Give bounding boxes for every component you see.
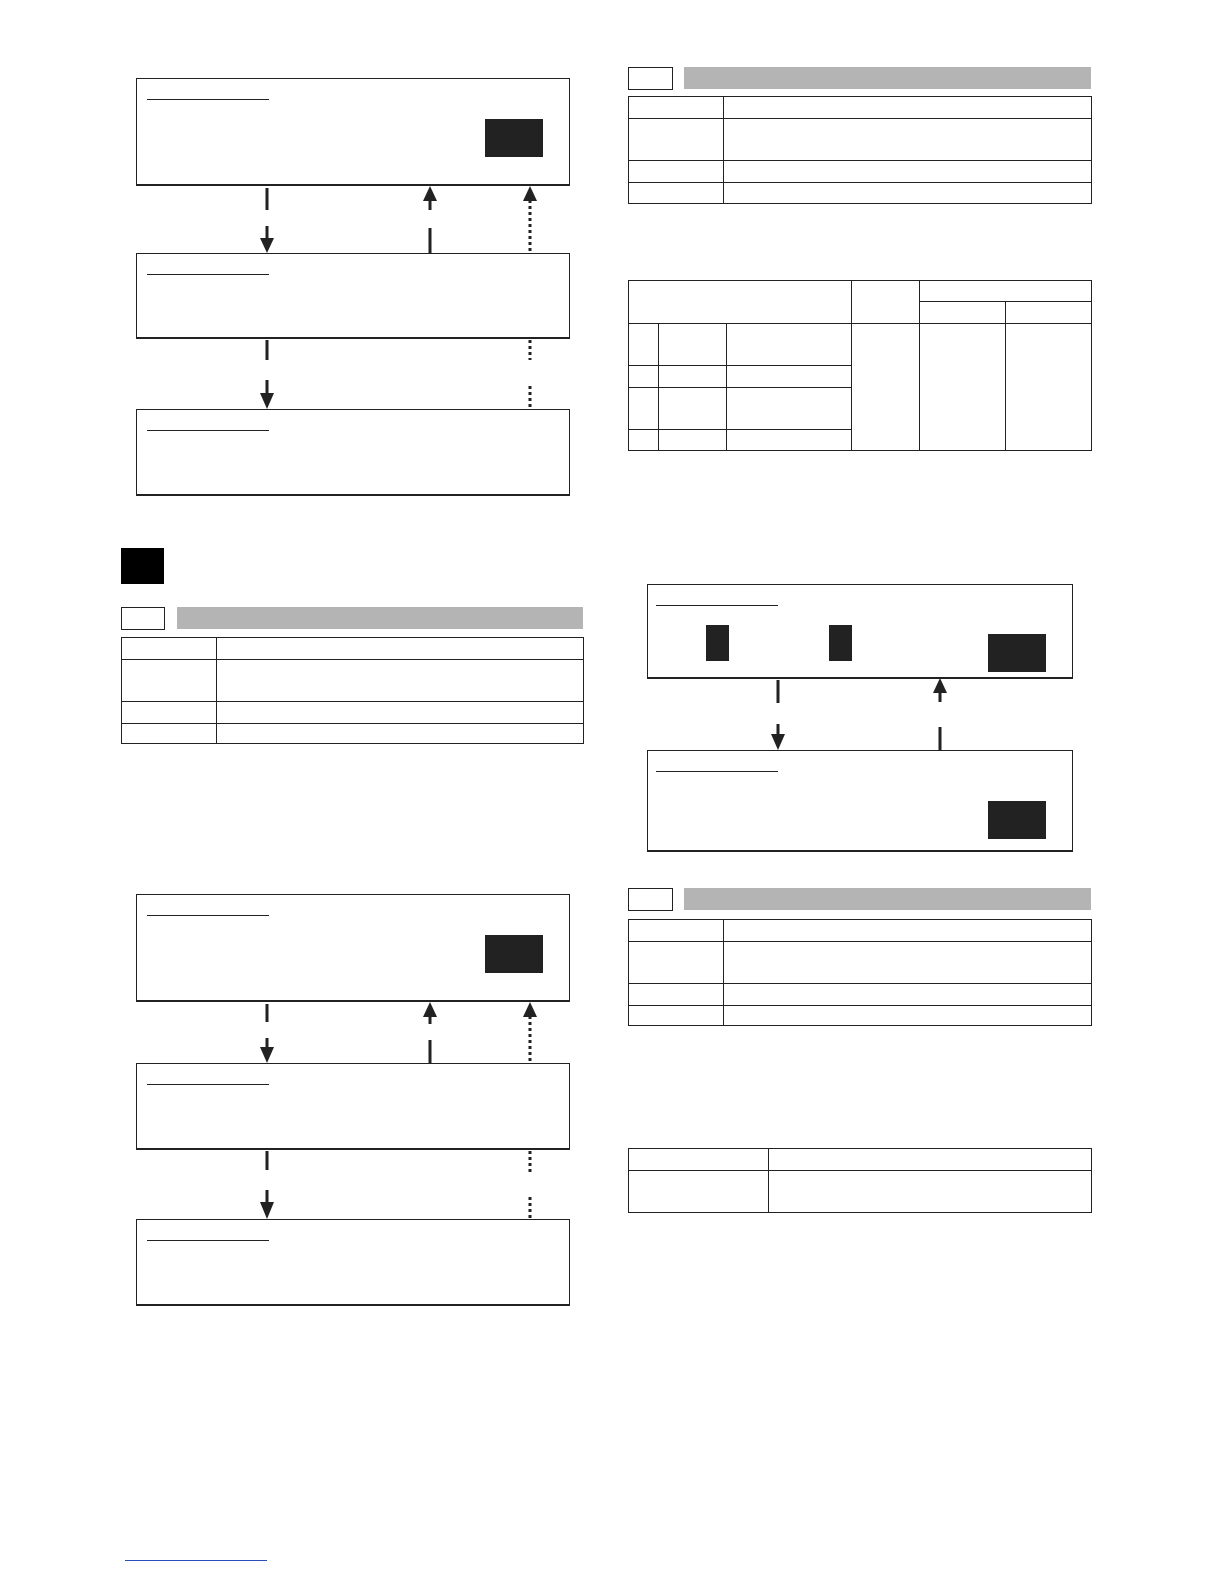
- table-column-divider: [768, 1149, 769, 1213]
- footer-link[interactable]: [125, 1545, 267, 1561]
- down-arrow-icon: [771, 680, 785, 750]
- right-small-table: [628, 1148, 1092, 1213]
- up-arrow-icon: [933, 678, 947, 750]
- table-row-divider: [629, 983, 1091, 984]
- table-row-divider: [629, 941, 1091, 942]
- footer-link-underline: [125, 1560, 267, 1561]
- right-info-table-2: [628, 919, 1092, 1026]
- table-row-divider: [629, 1170, 1091, 1171]
- item-header-bar: [684, 888, 1091, 910]
- table-row-divider: [629, 1005, 1091, 1006]
- table-column-divider: [723, 920, 724, 1026]
- item-code-box: [628, 888, 673, 911]
